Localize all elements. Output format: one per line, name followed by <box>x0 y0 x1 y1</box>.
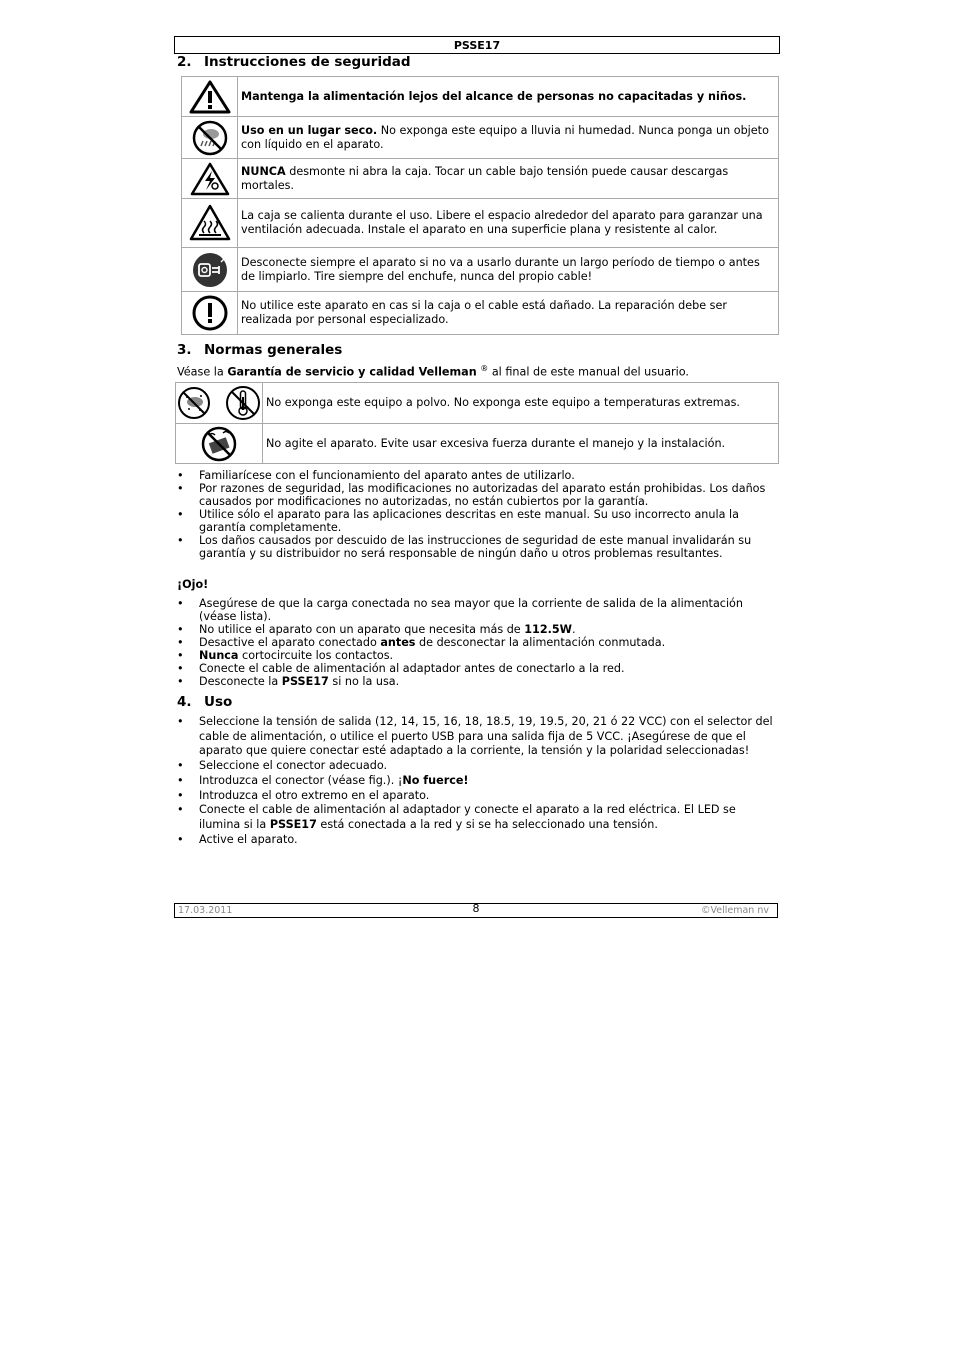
section-title: Normas generales <box>204 342 343 358</box>
general-table <box>175 382 779 464</box>
icon-cell <box>176 424 263 464</box>
no-shaking-icon <box>200 426 238 462</box>
row-body: desmonte ni abra la caja. Tocar un cable bajo tensión puede causar descargas mortales. <box>241 164 729 192</box>
section-number: 3. <box>177 342 192 358</box>
registered-mark: ® <box>480 364 489 373</box>
electric-shock-icon <box>190 162 230 196</box>
footer-copyright: ©Velleman nv <box>701 905 769 916</box>
intro-bold: Garantía de servicio y calidad Velleman <box>227 365 477 379</box>
row-text <box>238 199 779 248</box>
safety-table <box>181 76 779 335</box>
icon-cell <box>176 383 263 424</box>
row-text <box>238 248 779 292</box>
list-item: • Utilice sólo el aparato para las aplicaciones descritas en este manual. Su uso incorrecto anula la garantía completamente. <box>177 508 779 534</box>
section-2-heading <box>177 54 411 70</box>
item-text: . <box>572 623 576 636</box>
list-item: • Los daños causados por descuido de las instrucciones de seguridad de este manual invalidarán su garantía y su distribuidor no será responsable de ningún daño u otros problemas resultantes. <box>177 534 779 560</box>
item-text: está conectada a la red y si se ha seleccionado una tensión. <box>316 817 658 831</box>
item-text: Conecte el cable de alimentación al adaptador antes de conectarlo a la red. <box>199 662 625 675</box>
table-row <box>182 159 779 199</box>
item-bold: PSSE17 <box>281 675 329 688</box>
caution-bullets <box>177 597 779 688</box>
icon-cell <box>182 248 238 292</box>
section-3-heading <box>177 342 342 358</box>
icon-cell <box>182 159 238 199</box>
item-text: Introduzca el otro extremo en el aparato. <box>199 788 430 802</box>
row-text <box>263 383 779 424</box>
table-row <box>176 424 779 464</box>
row-body: Desconecte siempre el aparato si no va a usarlo durante un largo período de tiempo o antes de limpiarlo. Tire siempre del enchufe, nunca del propio cable! <box>241 255 760 283</box>
item-bold: antes <box>380 636 416 649</box>
exclamation-circle-icon <box>191 294 229 332</box>
row-body: No agite el aparato. Evite usar excesiva fuerza durante el manejo y la instalación. <box>266 436 726 450</box>
item-text: Seleccione el conector adecuado. <box>199 759 388 773</box>
row-bold: NUNCA <box>241 164 286 178</box>
section-number: 4. <box>177 694 192 710</box>
table-row <box>182 117 779 159</box>
item-bold: No fuerce! <box>402 773 469 787</box>
item-bold: Nunca <box>199 649 239 662</box>
list-item: • Por razones de seguridad, las modificaciones no autorizadas del aparato están prohibidas. Los daños causados por modificaciones no autorizadas, no están cubiertos por la garantía. <box>177 482 779 508</box>
row-text <box>238 117 779 159</box>
no-rain-icon <box>191 119 229 157</box>
icon-cell <box>182 77 238 117</box>
table-row <box>182 248 779 292</box>
list-item <box>177 759 779 774</box>
warning-triangle-icon <box>189 80 231 114</box>
footer-date: 17.03.2011 <box>178 905 233 916</box>
row-text <box>263 424 779 464</box>
item-text: Desconecte la <box>199 675 282 688</box>
row-body: La caja se calienta durante el uso. Libere el espacio alrededor del aparato para garanzar una ventilación adecuada. Instale el aparato en una superficie plana y resistente al calor. <box>241 209 763 236</box>
item-bold: 112.5W <box>524 623 572 636</box>
list-item: • Familiarícese con el funcionamiento del aparato antes de utilizarlo. <box>177 469 779 482</box>
item-text: Asegúrese de que la carga conectada no sea mayor que la corriente de salida de la alimentación (véase lista). <box>199 597 743 623</box>
row-text <box>238 292 779 335</box>
icon-cell <box>182 117 238 159</box>
table-row <box>182 199 779 248</box>
general-bullets <box>177 469 779 560</box>
page-footer <box>174 903 778 918</box>
section-title: Uso <box>204 694 233 710</box>
unplug-icon <box>191 251 229 289</box>
icon-cell <box>182 292 238 335</box>
item-text: Conecte el cable de alimentación al adaptador y conecte el aparato a la red eléctrica. El LED se ilumina si la <box>199 803 736 831</box>
list-item <box>177 789 779 804</box>
caution-title: ¡Ojo! <box>177 578 209 591</box>
intro-post: al final de este manual del usuario. <box>488 365 689 379</box>
usage-bullets <box>177 715 779 847</box>
page-header <box>174 36 780 54</box>
page-number: 8 <box>472 902 480 915</box>
item-text: si no la usa. <box>328 675 400 688</box>
list-item <box>177 662 779 675</box>
item-text: Active el aparato. <box>199 832 298 846</box>
table-row <box>182 77 779 117</box>
no-dust-icon <box>176 385 214 421</box>
list-item <box>177 597 779 623</box>
section-title: Instrucciones de seguridad <box>204 54 411 70</box>
item-text: Desactive el aparato conectado <box>199 636 381 649</box>
row-bold: Uso en un lugar seco. <box>241 123 378 137</box>
section-number: 2. <box>177 54 192 70</box>
intro-pre: Véase la <box>177 365 228 379</box>
no-temperature-icon <box>224 384 262 422</box>
list-item <box>177 649 779 662</box>
row-body: No exponga este equipo a lluvia ni humedad. Nunca ponga un objeto con líquido en el aparato. <box>241 123 769 151</box>
list-item <box>177 715 779 759</box>
item-text: cortocircuite los contactos. <box>238 649 394 662</box>
item-text: Seleccione la tensión de salida (12, 14, 15, 16, 18, 18.5, 19, 19.5, 20, 21 ó 22 VCC) con el selector del cable de alimentación, o utilice el puerto USB para una salida fija de 5 VCC. ¡Asegúrese de que el aparato que quiere conectar esté adaptado a la corriente, la tensión y la polaridad seleccionadas! <box>199 715 773 758</box>
item-bold: PSSE17 <box>269 817 317 831</box>
row-text <box>238 77 779 117</box>
list-item <box>177 833 779 848</box>
hot-surface-icon <box>189 204 231 242</box>
icon-cell <box>182 199 238 248</box>
list-item <box>177 636 779 649</box>
list-item <box>177 675 779 688</box>
warranty-intro <box>177 362 689 380</box>
list-item <box>177 774 779 789</box>
row-text <box>238 159 779 199</box>
row-body: No utilice este aparato en cas si la caja o el cable está dañado. La reparación debe ser realizada por personal especializado. <box>241 299 727 326</box>
header-model: PSSE17 <box>453 39 501 52</box>
table-row <box>182 292 779 335</box>
table-row <box>176 383 779 424</box>
item-text: No utilice el aparato con un aparato que necesita más de <box>199 623 525 636</box>
item-text: Introduzca el conector (véase fig.). ¡ <box>199 773 403 787</box>
list-item <box>177 623 779 636</box>
section-4-heading <box>177 694 232 710</box>
list-item <box>177 803 779 832</box>
row-bold: Mantenga la alimentación lejos del alcance de personas no capacitadas y niños. <box>241 89 747 103</box>
row-body: No exponga este equipo a polvo. No exponga este equipo a temperaturas extremas. <box>266 396 740 409</box>
item-text: de desconectar la alimentación conmutada. <box>415 636 666 649</box>
